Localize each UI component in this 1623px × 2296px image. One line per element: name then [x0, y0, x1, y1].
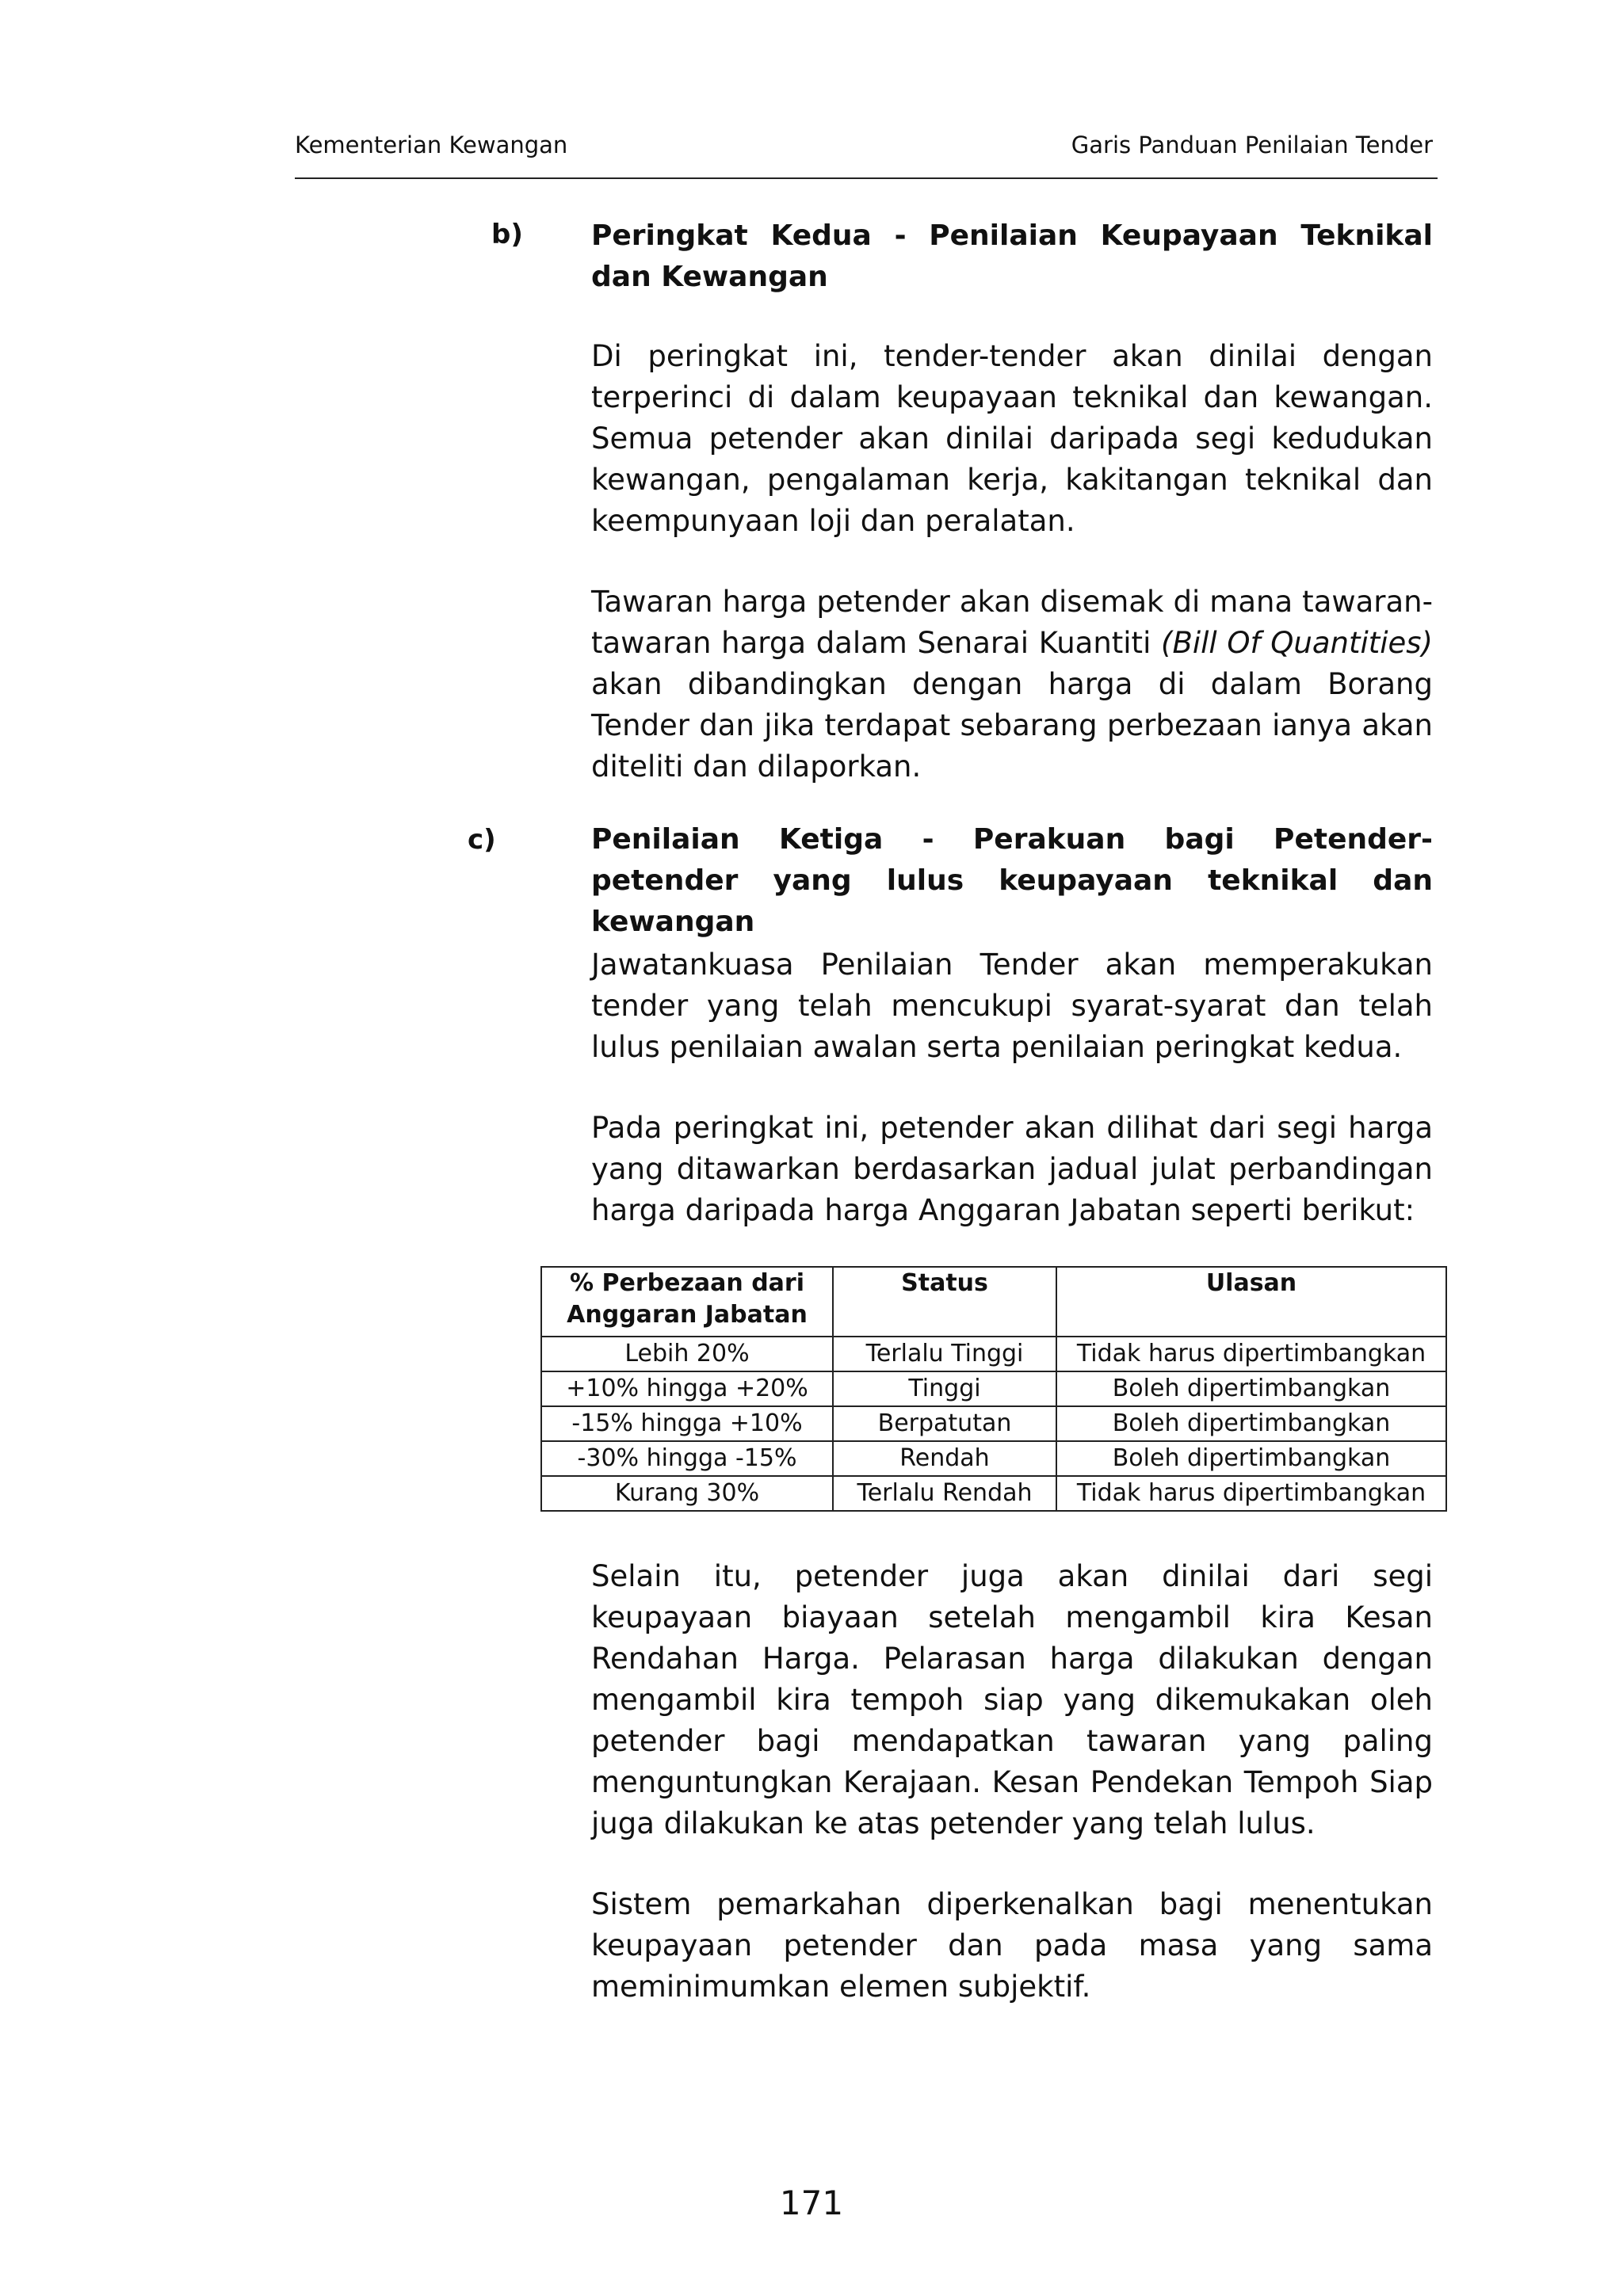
table-cell-percentage: Lebih 20% [541, 1337, 833, 1371]
table-cell-status: Berpatutan [833, 1406, 1056, 1441]
section-c-title: Penilaian Ketiga - Perakuan bagi Petender-petender yang lulus keupayaan teknikal dan kewangan [591, 823, 1433, 938]
bill-of-quantities-term: (Bill Of Quantities) [1161, 626, 1433, 660]
table-cell-remarks: Tidak harus dipertimbangkan [1056, 1476, 1446, 1511]
section-b-title: Peringkat Kedua - Penilaian Keupayaan Teknikal dan Kewangan [591, 219, 1433, 293]
section-c-paragraph-1: Jawatankuasa Penilaian Tender akan memperakukan tender yang telah mencukupi syarat-syarat dan telah lulus penilaian awalan serta penilaian peringkat kedua. [591, 948, 1433, 1064]
page-header [295, 132, 1438, 179]
section-b-label: b) [491, 219, 523, 250]
price-comparison-table [540, 1266, 1447, 1512]
table-header-remarks: Ulasan [1056, 1267, 1446, 1337]
section-c-label: c) [468, 824, 496, 856]
table-row [541, 1371, 1446, 1406]
table-cell-percentage: Kurang 30% [541, 1476, 833, 1511]
table-cell-remarks: Boleh dipertimbangkan [1056, 1371, 1446, 1406]
section-b-paragraph-2 [591, 582, 1433, 788]
section-c-paragraph-2: Pada peringkat ini, petender akan dilihat dari segi harga yang ditawarkan berdasarkan jadual julat perbandingan harga daripada harga Anggaran Jabatan seperti berikut: [591, 1111, 1433, 1227]
table-cell-remarks: Boleh dipertimbangkan [1056, 1441, 1446, 1476]
page-number: 171 [779, 2183, 844, 2222]
table-row [541, 1406, 1446, 1441]
table-cell-status: Rendah [833, 1441, 1056, 1476]
section-c-paragraph-3: Selain itu, petender juga akan dinilai dari segi keupayaan biayaan setelah mengambil kira Kesan Rendahan Harga. Pelarasan harga dilakukan dengan mengambil kira tempoh siap yang dikemukakan oleh petender bagi mendapatkan tawaran yang paling menguntungkan Kerajaan. Kesan Pendekan Tempoh Siap juga dilakukan ke atas petender yang telah lulus. [591, 1559, 1433, 1840]
section-b-paragraph-1: Di peringkat ini, tender-tender akan dinilai dengan terperinci di dalam keupayaan teknikal dan kewangan. Semua petender akan dinilai daripada segi kedudukan kewangan, pengalaman kerja, kakitangan teknikal dan keempunyaan loji dan peralatan. [591, 339, 1433, 538]
table-cell-percentage: -15% hingga +10% [541, 1406, 833, 1441]
para2-text-end: akan dibandingkan dengan harga di dalam Borang Tender dan jika terdapat sebarang perbezaan ianya akan diteliti dan dilaporkan. [591, 667, 1433, 784]
table-cell-percentage: +10% hingga +20% [541, 1371, 833, 1406]
table-row [541, 1337, 1446, 1371]
section-c-paragraph-4: Sistem pemarkahan diperkenalkan bagi menentukan keupayaan petender dan pada masa yang sama meminimumkan elemen subjektif. [591, 1887, 1433, 2004]
header-ministry: Kementerian Kewangan [295, 132, 568, 158]
table-cell-status: Tinggi [833, 1371, 1056, 1406]
table-row [541, 1441, 1446, 1476]
table-cell-status: Terlalu Tinggi [833, 1337, 1056, 1371]
table-row [541, 1476, 1446, 1511]
para2-text-start: Tawaran harga petender akan disemak di mana tawaran-tawaran harga dalam Senarai Kuantiti [591, 585, 1433, 660]
table-header-row [541, 1267, 1446, 1337]
table-header-status: Status [833, 1267, 1056, 1337]
table-cell-percentage: -30% hingga -15% [541, 1441, 833, 1476]
table-cell-remarks: Tidak harus dipertimbangkan [1056, 1337, 1446, 1371]
table-header-percentage: % Perbezaan dari Anggaran Jabatan [541, 1267, 833, 1337]
table-cell-status: Terlalu Rendah [833, 1476, 1056, 1511]
header-document-title: Garis Panduan Penilaian Tender [1071, 132, 1433, 158]
table-cell-remarks: Boleh dipertimbangkan [1056, 1406, 1446, 1441]
